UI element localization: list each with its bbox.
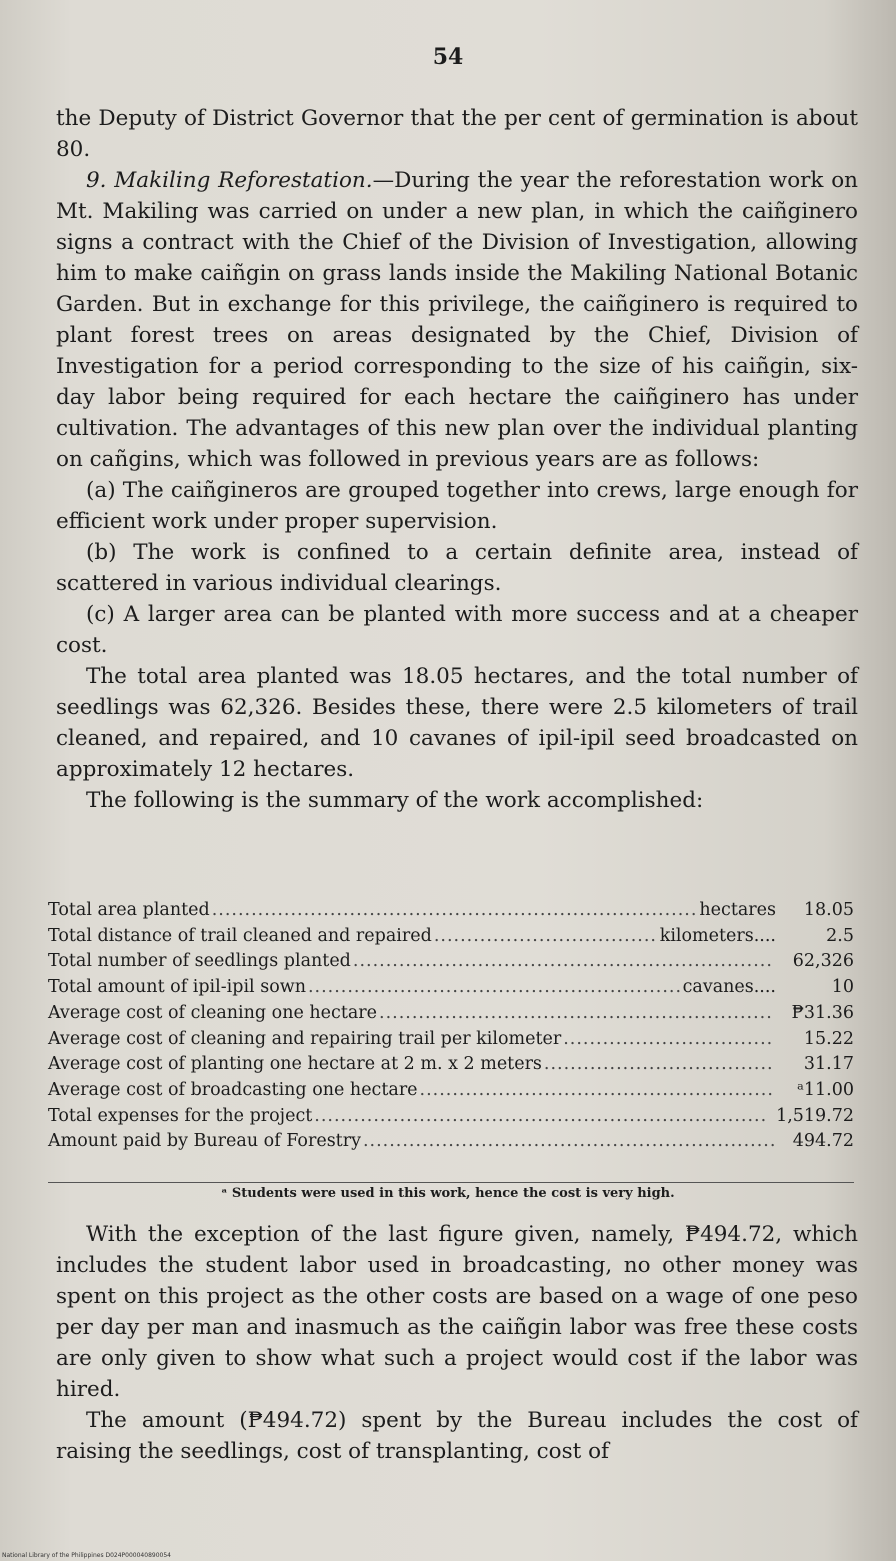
summary-label: Total distance of trail cleaned and repaired [48, 925, 432, 946]
summary-unit: cavanes.... [682, 977, 776, 998]
footnote: ᵃ Students were used in this work, hence the cost is very high. [221, 1186, 675, 1201]
paragraph-exception: With the exception of the last figure given, namely, ₱494.72, which includes the student labor used in broadcasting, no other money was spent on this project as the other costs are based on a wage of one peso per day per man and inasmuch as the caiñgin labor was free these costs are only given to show what such a project would cost if the labor was hired. [56, 1222, 858, 1402]
summary-row [48, 898, 854, 924]
summary-row [48, 1027, 854, 1053]
summary-row [48, 949, 854, 975]
summary-value: 2.5 [826, 925, 854, 946]
summary-value: 1,519.72 [776, 1105, 854, 1126]
summary-row [48, 1104, 854, 1130]
summary-label: Average cost of cleaning and repairing trail per kilometer [48, 1028, 562, 1049]
summary-value: 18.05 [803, 900, 854, 920]
summary-row [48, 1052, 854, 1078]
summary-label: Amount paid by Bureau of Forestry [48, 1131, 361, 1152]
summary-value: 494.72 [792, 1131, 854, 1152]
summary-row [48, 975, 854, 1001]
summary-label: Total number of seedlings planted [48, 951, 351, 972]
summary-value: 15.22 [803, 1028, 854, 1049]
paragraph-total-area: The total area planted was 18.05 hectares, and the total number of seedlings was 62,326. Besides these, there were 2.5 kilometers of trail cleaned, and repaired, and 10 cavanes of ipil-ipil seed broadcasted on approximately 12 hectares. [56, 664, 858, 782]
summary-label: Total area planted [48, 900, 210, 920]
summary-unit: kilometers.... [659, 925, 776, 946]
summary-unit: hectares [699, 900, 776, 920]
summary-label: Average cost of cleaning one hectare [48, 1002, 378, 1023]
summary-table [48, 898, 854, 1155]
summary-value: 10 [831, 977, 854, 998]
footnote-divider [48, 1182, 854, 1183]
paragraph-makiling [56, 165, 858, 475]
scan-label: National Library of the Philippines D024P000040890054 [2, 1552, 171, 1559]
summary-label: Total amount of ipil-ipil sown [48, 977, 306, 998]
summary-label: Total expenses for the project [48, 1105, 313, 1126]
paragraph-continuation: the Deputy of District Governor that the per cent of germination is about 80. [56, 106, 858, 162]
summary-row [48, 1129, 854, 1155]
paragraph-item-c: (c) A larger area can be planted with more success and at a cheaper cost. [56, 602, 858, 658]
summary-label: Average cost of broadcasting one hectare [48, 1079, 418, 1100]
paragraph-item-a: (a) The caiñgineros are grouped together into crews, large enough for efficient work under proper supervision. [56, 478, 858, 534]
page-number: 54 [432, 44, 464, 70]
summary-row [48, 1078, 854, 1104]
paragraph-text: —During the year the reforestation work on Mt. Makiling was carried on under a new plan, in which the caiñginero signs a contract with the Chief of the Division of Investigation, allowing him to make caiñgin on grass lands inside the Makiling National Botanic Garden. But in exchange for this privilege, the caiñginero is required to plant forest trees on areas designated by the Chief, Division of Investigation for a period corresponding to the size of his caiñgin, six-day labor being required for each hectare the caiñginero has under cultivation. The advantages of this new plan over the individual planting on cañgins, which was followed in previous years are as follows: [56, 168, 858, 472]
summary-row [48, 924, 854, 950]
summary-value: ₱31.36 [791, 1002, 854, 1023]
section-heading: 9. Makiling Reforestation. [86, 168, 373, 193]
paragraph-summary-intro: The following is the summary of the work accomplished: [86, 788, 704, 813]
summary-value: 62,326 [792, 951, 854, 972]
summary-row [48, 1001, 854, 1027]
summary-label: Average cost of planting one hectare at 2 m. x 2 meters [48, 1054, 542, 1075]
body-text-top [56, 103, 858, 816]
summary-value: ᵃ11.00 [797, 1079, 854, 1100]
body-text-bottom [56, 1219, 858, 1467]
summary-value: 31.17 [803, 1054, 854, 1075]
paragraph-item-b: (b) The work is confined to a certain definite area, instead of scattered in various individual clearings. [56, 540, 858, 596]
paragraph-amount: The amount (₱494.72) spent by the Bureau includes the cost of raising the seedlings, cost of transplanting, cost of [56, 1408, 858, 1464]
